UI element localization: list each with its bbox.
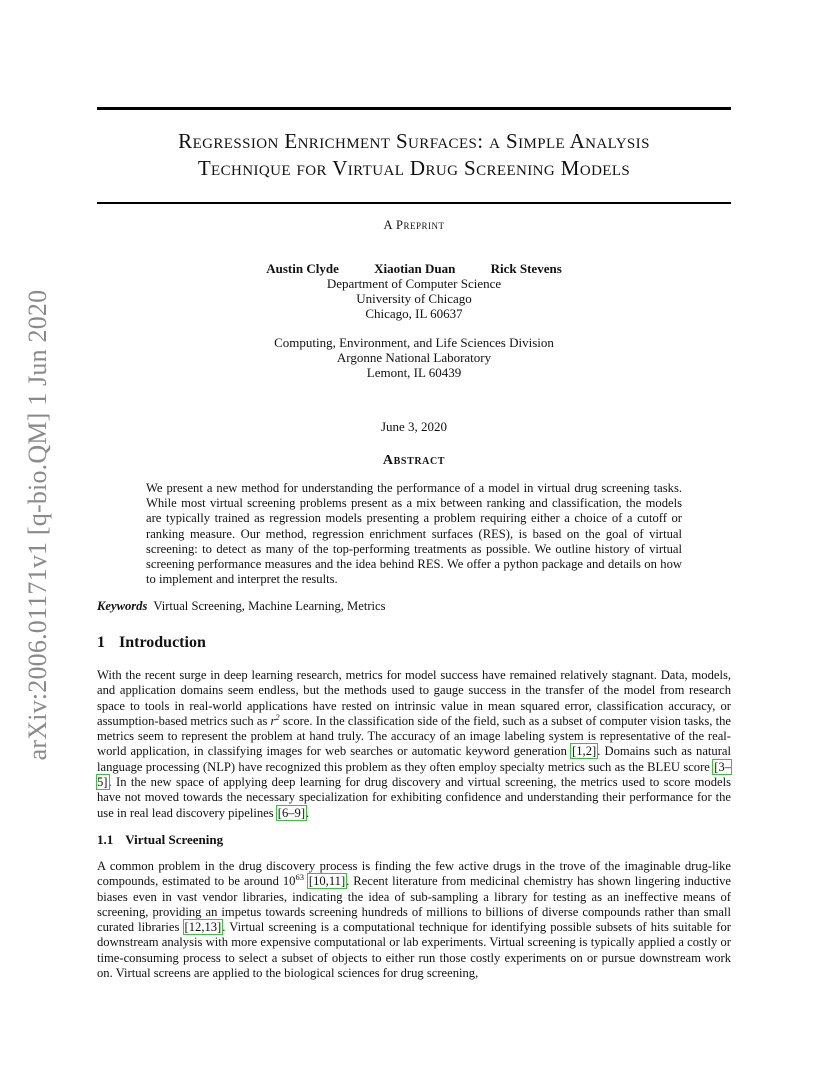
affiliation-line: Argonne National Laboratory [336, 350, 492, 365]
affiliation-argonne [97, 335, 731, 380]
text-run: A common problem in the drug discovery process is finding the few active drugs in the trove of the imaginable drug-like compounds, estimated to be around [97, 859, 731, 889]
keywords-label: Keywords [97, 599, 148, 613]
affiliation-line: Lemont, IL 60439 [366, 365, 462, 380]
math-ten-power [283, 874, 304, 888]
preprint-label: A Preprint [383, 218, 445, 232]
section-number: 1 [97, 634, 105, 651]
author-name: Xiaotian Duan [374, 261, 456, 276]
subsection-number: 1.1 [97, 832, 114, 847]
subsection-title: Virtual Screening [125, 832, 224, 847]
math-superscript: 2 [275, 711, 280, 722]
text-run: . [306, 805, 310, 820]
virtual-screening-paragraph [97, 859, 731, 981]
text-run: With the recent surge in deep learning research, metrics for model success have remained relatively stagnant. Data, models, and application domains seem endless, but the methods used to gauge success in the transfer of the model from research space to tools in real-world applications have rested on intrinsic value in mean squared error, classification accuracy, or assumption-based metrics such as [97, 668, 731, 728]
citation-link[interactable]: [10,11] [308, 874, 346, 889]
text-run: score. In the classification side of the field, such as a subset of computer vision tasks, the metrics seem to represent the problem at hand truly. The accuracy of an image labeling system is representative of the real-world application, in classifying images for web searches or automatic keyword generation [97, 713, 731, 759]
text-run: . Domains such as natural language processing (NLP) have recognized this problem as they often employ specialty metrics such as the BLEU score [97, 744, 731, 774]
math-superscript: 63 [295, 872, 304, 883]
arxiv-stamp: arXiv:2006.01171v1 [q-bio.QM] 1 Jun 2020 [23, 289, 52, 761]
section-title: Introduction [119, 634, 206, 651]
text-run: . In the new space of applying deep learning for drug discovery and virtual screening, the metrics used to score models have not moved towards the necessary specialization for exhibiting confidence and understanding their performance for the use in real lead discovery pipelines [97, 775, 731, 820]
publication-date: June 3, 2020 [380, 419, 448, 434]
affiliation-uchicago [97, 276, 731, 321]
math-base: r [270, 713, 276, 728]
text-run: . Virtual screening is a computational technique for identifying possible subsets of hits suitable for downstream analysis with more expensive computational or lab experiments. Virtual screening is typically applied a costly or time-consuming process to select a subset of objects to either run those costly experiments on or pursue downstream work on. Virtual screens are applied to the biological sciences for drug screening, [97, 920, 731, 981]
title-bottom-rule [97, 202, 731, 204]
affiliation-line: Computing, Environment, and Life Sciences Division [274, 335, 554, 350]
citation-link[interactable]: [6–9] [277, 805, 306, 820]
affiliation-line: Chicago, IL 60637 [365, 306, 463, 321]
affiliation-line: Department of Computer Science [326, 276, 502, 291]
section-heading-introduction [97, 634, 206, 652]
citation-link[interactable]: [12,13] [184, 920, 222, 935]
abstract-heading: Abstract [382, 453, 446, 468]
paper-title [97, 128, 731, 182]
keywords-text: Virtual Screening, Machine Learning, Metrics [153, 599, 386, 613]
subsection-heading-virtual-screening [97, 832, 223, 848]
citation-link[interactable]: [1,2] [572, 744, 597, 759]
introduction-paragraph [97, 668, 731, 821]
title-line-2: Technique for Virtual Drug Screening Models [197, 156, 631, 180]
author-name: Rick Stevens [490, 261, 562, 276]
math-base: 10 [282, 874, 296, 889]
text-run: . Recent literature from medicinal chemistry has shown lingering inductive biases even in vast vendor libraries, indicating the idea of sub-sampling a library for testing as an ineffective means of screening, providing an impetus towards screening hundreds of millions to billions of diverse compounds rather than small curated libraries [97, 874, 732, 935]
keywords [97, 599, 731, 614]
title-top-rule [97, 107, 731, 110]
math-r-squared [270, 711, 280, 728]
affiliation-line: University of Chicago [356, 291, 472, 306]
title-line-1: Regression Enrichment Surfaces: a Simple Analysis [178, 129, 650, 153]
author-name: Austin Clyde [266, 261, 339, 276]
abstract-text: We present a new method for understanding the performance of a model in virtual drug screening tasks. While most virtual screening problems present as a mix between ranking and classification, the models are typically trained as regression models presenting a problem requiring either a choice of a cutoff or ranking measure. Our method, regression enrichment surfaces (RES), is based on the goal of virtual screening: to detect as many of the top-performing treatments as possible. We outline history of virtual screening performance measures and the idea behind RES. We offer a python package and details on how to implement and interpret the results. [146, 481, 682, 587]
citation-link[interactable]: [3–5] [97, 759, 731, 790]
author-list [97, 261, 731, 277]
